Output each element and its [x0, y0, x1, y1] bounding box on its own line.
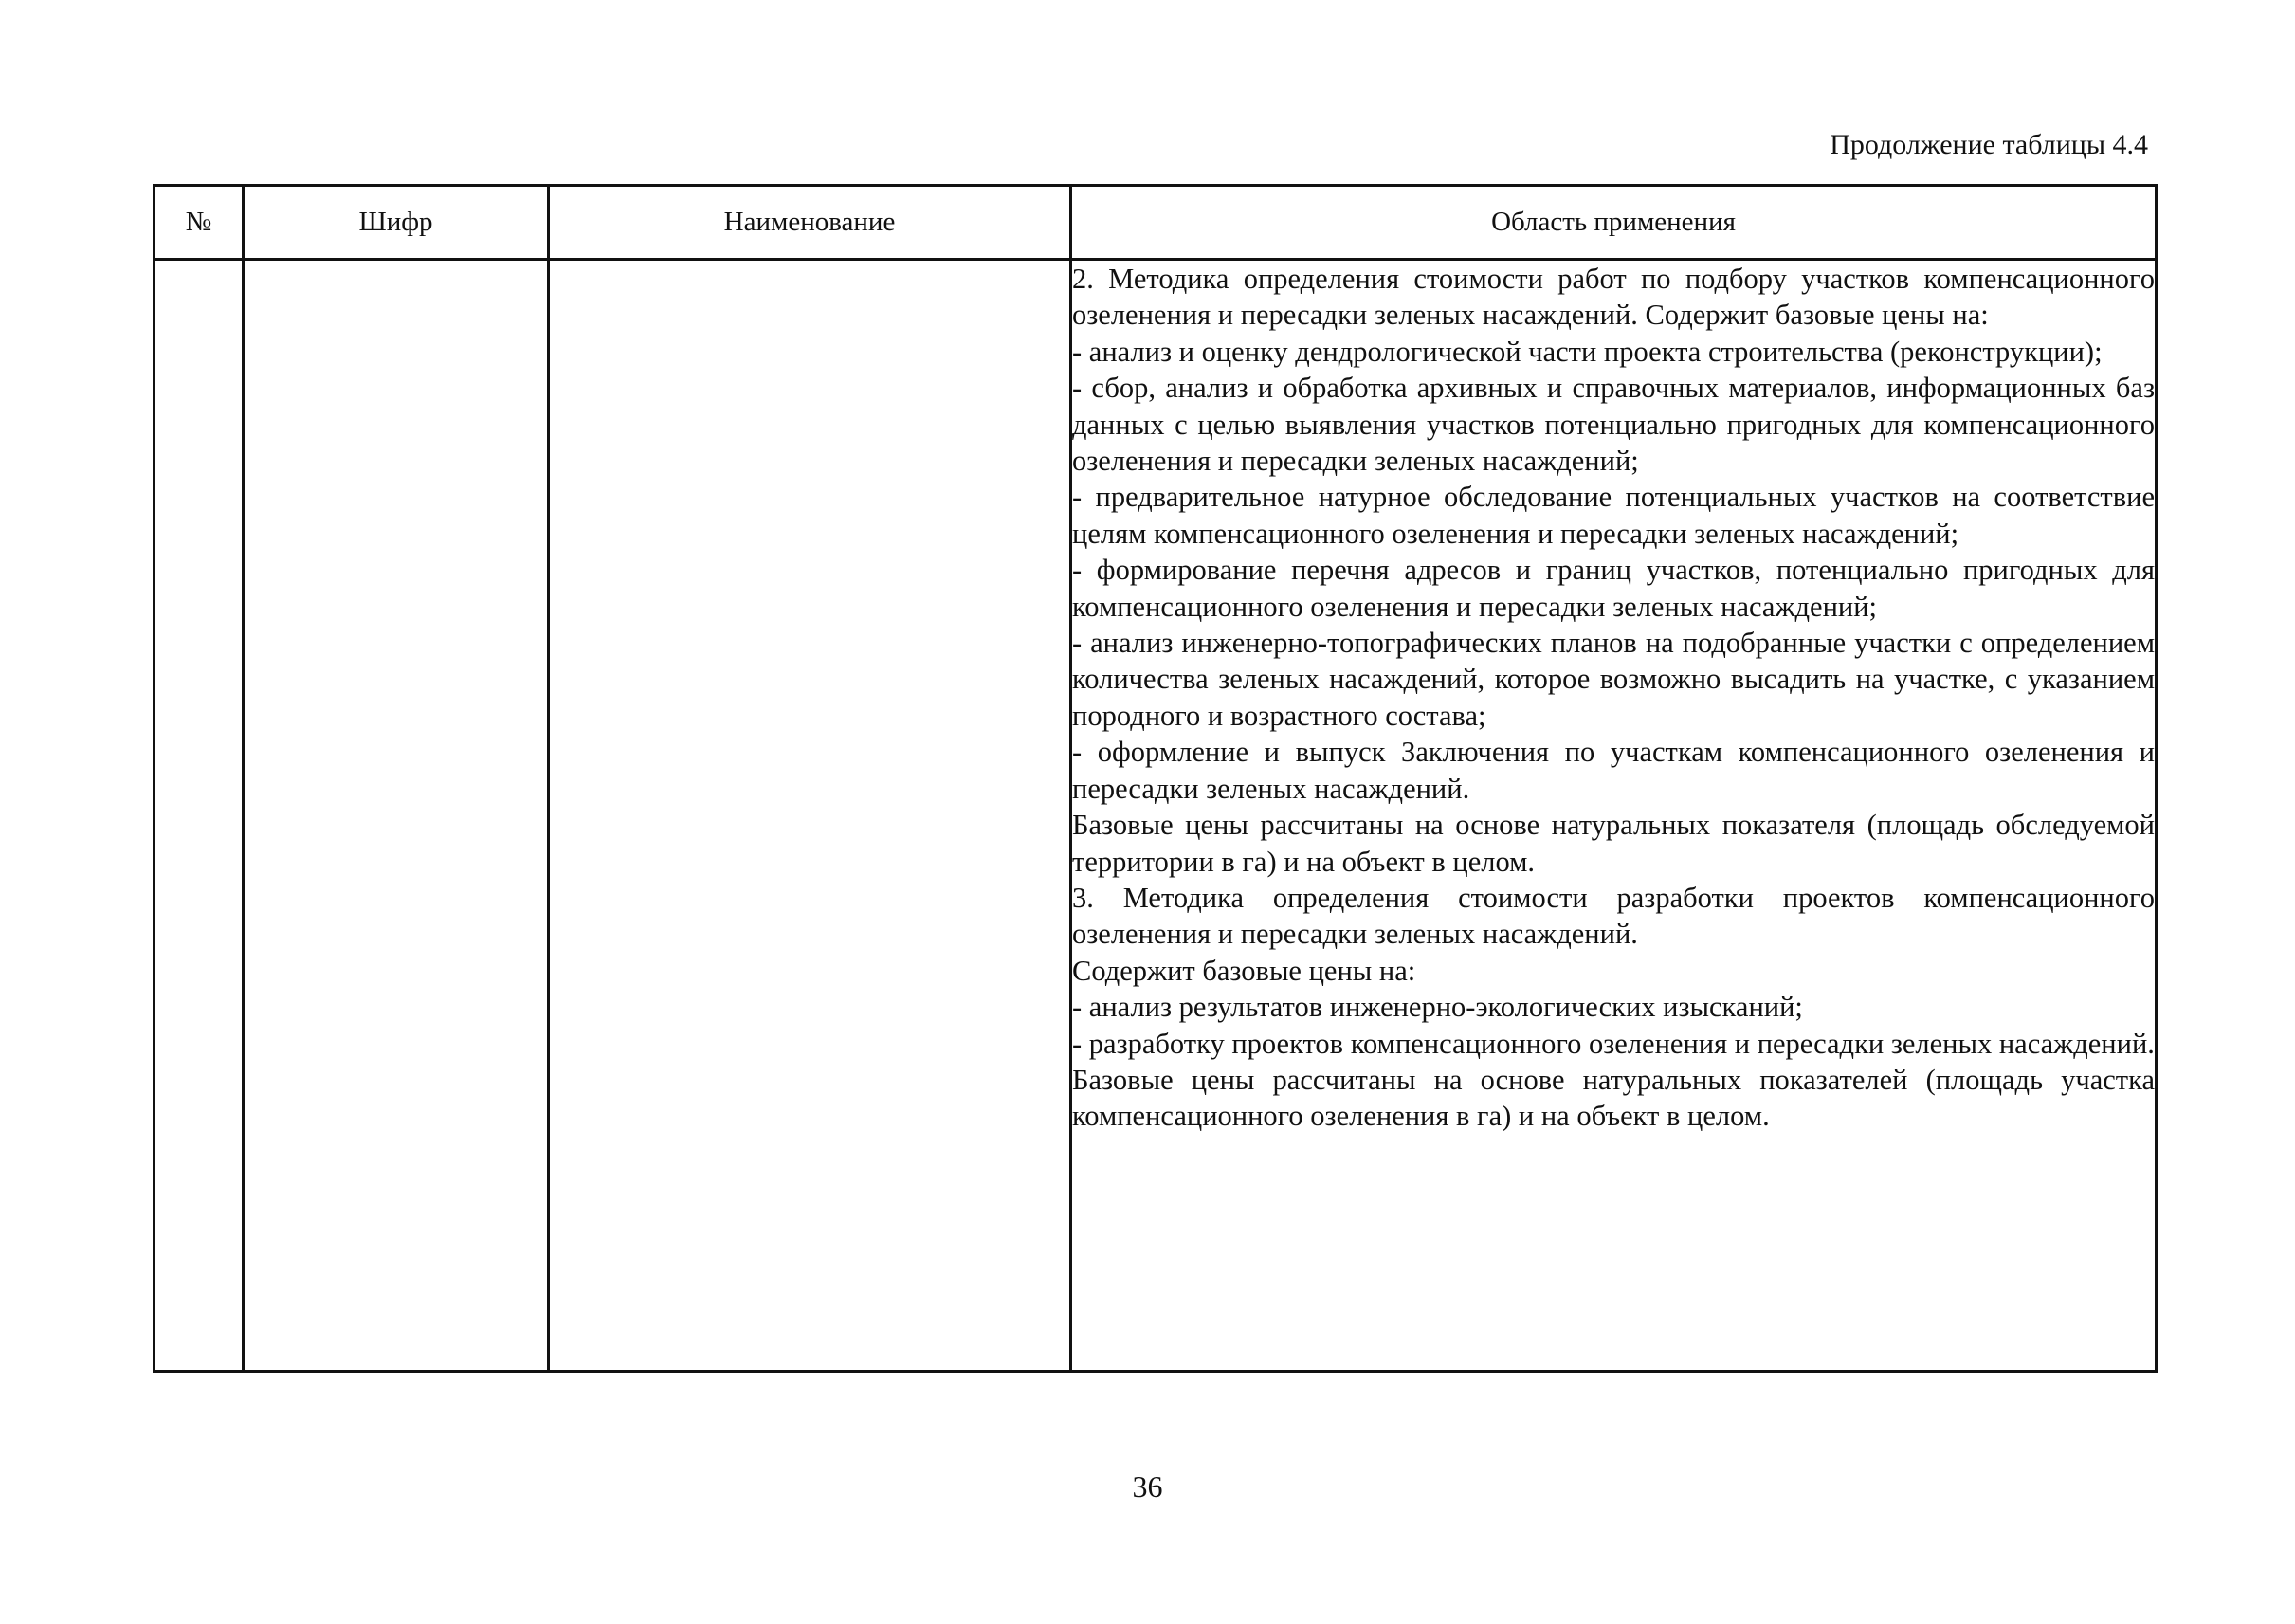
column-header-name: Наименование [549, 186, 1071, 260]
table-continuation-label: Продолжение таблицы 4.4 [1830, 129, 2148, 160]
column-header-code: Шифр [244, 186, 549, 260]
page-number: 36 [1132, 1469, 1163, 1504]
cell-number [155, 260, 244, 1372]
area-paragraph: - предварительное натурное обследование потенциальных участков на соответствие целям компенсационного озеленения и пересадки зеленых насаждений; [1072, 481, 2155, 550]
column-header-number: № [155, 186, 244, 260]
cell-area [1071, 260, 2157, 1372]
table-header-row [155, 186, 2157, 260]
column-header-area: Область применения [1071, 186, 2157, 260]
table-row [155, 260, 2157, 1372]
area-paragraph: - анализ и оценку дендрологической части проекта строительства (реконструкции); [1072, 335, 2103, 368]
area-paragraph: Содержит базовые цены на: [1072, 954, 1416, 987]
cell-name [549, 260, 1071, 1372]
area-paragraph: - разработку проектов компенсационного озеленения и пересадки зеленых насаждений. [1072, 1027, 2155, 1060]
area-paragraph: - сбор, анализ и обработка архивных и справочных материалов, информационных баз данных с целью выявления участков потенциально пригодных для компенсационного озеленения и пересадки зеленых насаждений; [1072, 372, 2155, 478]
area-paragraph: Базовые цены рассчитаны на основе натуральных показателя (площадь обследуемой территории в га) и на объект в целом. [1072, 809, 2155, 878]
area-paragraph: - анализ результатов инженерно-экологических изысканий; [1072, 991, 1803, 1024]
area-paragraph: 3. Методика определения стоимости разработки проектов компенсационного озеленения и пересадки зеленых насаждений. [1072, 881, 2155, 951]
standards-table [153, 184, 2158, 1373]
area-paragraph: Базовые цены рассчитаны на основе натуральных показателей (площадь участка компенсационного озеленения в га) и на объект в целом. [1072, 1063, 2155, 1133]
area-paragraph: - анализ инженерно-топографических планов на подобранные участки с определением количества зеленых насаждений, которое возможно высадить на участке, с указанием породного и возрастного состава; [1072, 627, 2155, 732]
area-paragraph: - оформление и выпуск Заключения по участкам компенсационного озеленения и пересадки зеленых насаждений. [1072, 736, 2155, 805]
area-paragraph: 2. Методика определения стоимости работ по подбору участков компенсационного озеленения и пересадки зеленых насаждений. Содержит базовые цены на: [1072, 263, 2155, 332]
cell-code [244, 260, 549, 1372]
area-paragraph: - формирование перечня адресов и границ участков, потенциально пригодных для компенсационного озеленения и пересадки зеленых насаждений; [1072, 554, 2155, 623]
